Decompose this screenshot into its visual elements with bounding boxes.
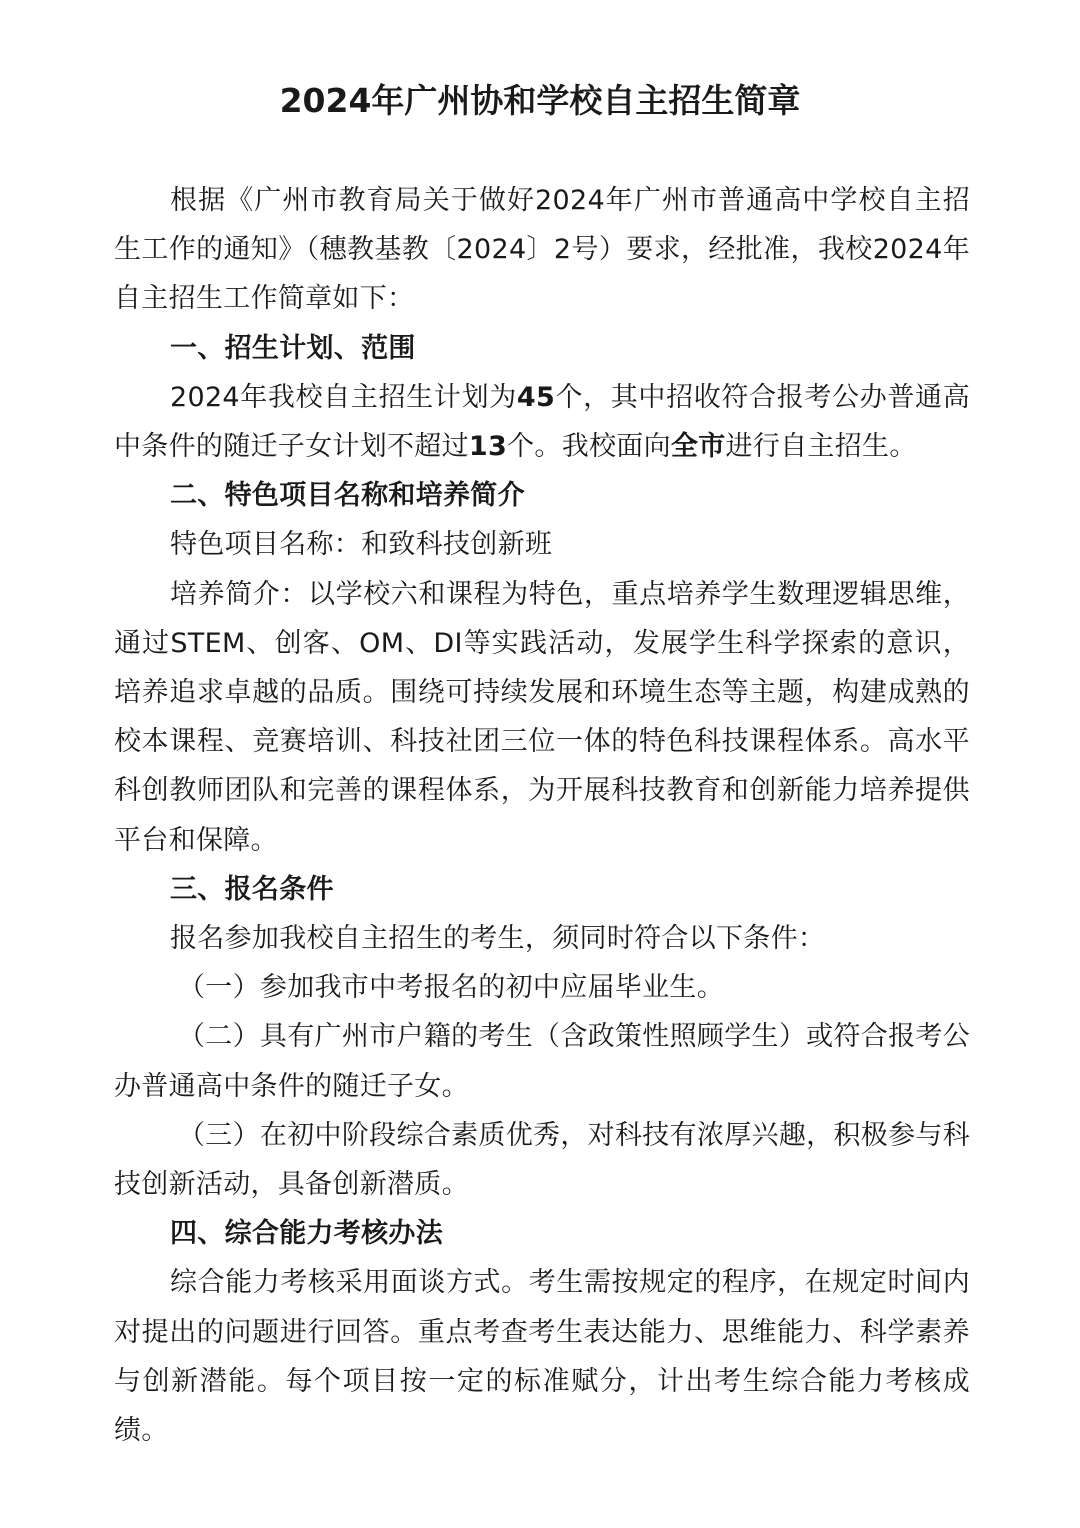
document-title: 2024年广州协和学校自主招生简章 — [279, 81, 801, 120]
migrant-limit-number: 13 — [468, 431, 508, 463]
section1-text-a: 2024年我校自主招生计划为 — [170, 381, 517, 413]
section3-lead: 报名参加我校自主招生的考生，须同时符合以下条件： — [170, 923, 826, 955]
section1-text-c: 个。我校面向 — [507, 431, 671, 463]
section1-heading: 一、招生计划、范围 — [170, 332, 416, 364]
condition-item: （三）在初中阶段综合素质优秀，对科技有浓厚兴趣，积极参与科技创新活动，具备创新潜质。 — [114, 1119, 970, 1201]
recruitment-scope: 全市 — [670, 431, 726, 463]
section1-paragraph — [114, 373, 970, 471]
document-body — [114, 176, 970, 1455]
quota-number: 45 — [516, 381, 556, 413]
program-intro-paragraph: 培养简介：以学校六和课程为特色，重点培养学生数理逻辑思维，通过STEM、创客、OM、DI等实践活动，发展学生科学探索的意识，培养追求卓越的品质。围绕可持续发展和环境生态等主题，构建成熟的校本课程、竞赛培训、科技社团三位一体的特色科技课程体系。高水平科创教师团队和完善的课程体系，为开展科技教育和创新能力培养提供平台和保障。 — [114, 578, 970, 856]
section4-heading: 四、综合能力考核办法 — [170, 1218, 443, 1250]
program-name-line: 特色项目名称：和致科技创新班 — [170, 529, 553, 561]
section4-paragraph: 综合能力考核采用面谈方式。考生需按规定的程序，在规定时间内对提出的问题进行回答。重点考查考生表达能力、思维能力、科学素养与创新潜能。每个项目按一定的标准赋分，计出考生综合能力考核成绩。 — [114, 1267, 970, 1447]
condition-item: （一）参加我市中考报名的初中应届毕业生。 — [178, 972, 724, 1004]
section3-heading: 三、报名条件 — [170, 873, 334, 905]
section2-heading: 二、特色项目名称和培养简介 — [170, 480, 525, 512]
section1-text-b: 个，其中招收符合报考公办普通高中条件的随迁子女计划不超过 — [114, 381, 970, 463]
condition-item: （二）具有广州市户籍的考生（含政策性照顾学生）或符合报考公办普通高中条件的随迁子女。 — [114, 1021, 970, 1102]
section1-text-d: 进行自主招生。 — [725, 431, 917, 463]
intro-paragraph: 根据《广州市教育局关于做好2024年广州市普通高中学校自主招生工作的通知》（穗教基教〔2024〕2号）要求，经批准，我校2024年自主招生工作简章如下： — [114, 185, 970, 315]
